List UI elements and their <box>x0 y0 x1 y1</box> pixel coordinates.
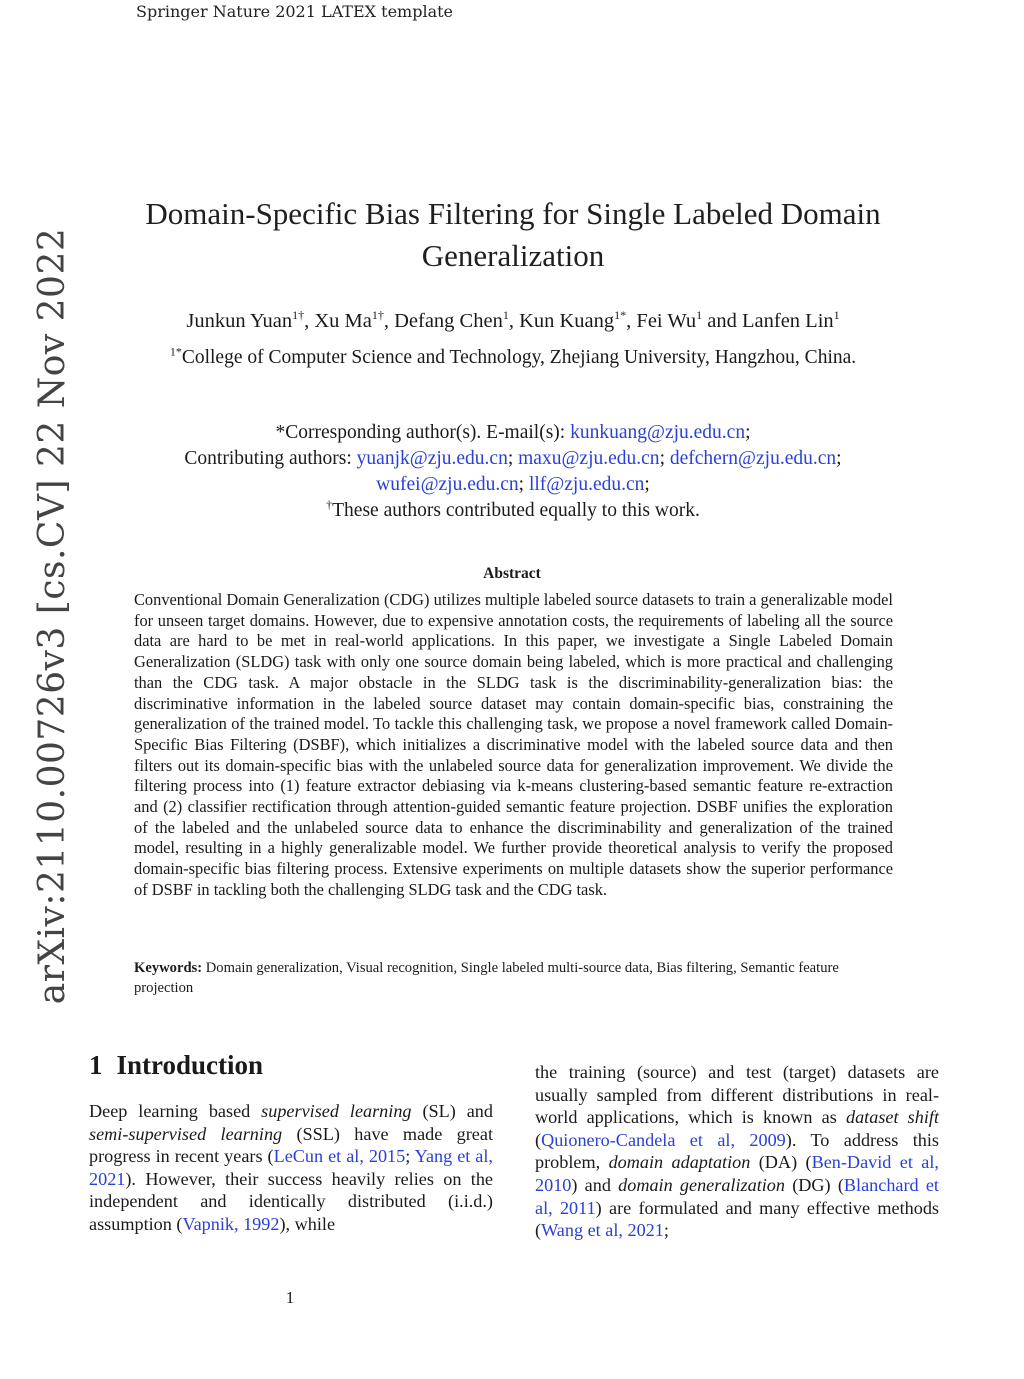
keywords-label: Keywords: <box>134 960 203 976</box>
author-name: Kun Kuang <box>519 310 615 332</box>
intro-column-right <box>535 1061 939 1242</box>
contributing-label: Contributing authors: <box>184 448 352 469</box>
citation-link[interactable]: Ben-David et al, 2010 <box>535 1152 939 1195</box>
body-text: (SSL) have made great progress in recent years ( <box>89 1123 494 1167</box>
body-text: ; <box>663 1220 669 1241</box>
page-number: 1 <box>285 1288 295 1307</box>
body-text: ; <box>405 1146 415 1167</box>
author-affiliation-mark: 1† <box>371 308 384 323</box>
equal-contribution-text: These authors contributed equally to this work. <box>332 500 700 521</box>
emphasized-term: dataset shift <box>845 1107 939 1128</box>
citation-link[interactable]: Yang et al, 2021 <box>89 1146 493 1189</box>
emphasized-term: semi-supervised learning <box>89 1123 283 1144</box>
body-text: ( <box>535 1129 542 1150</box>
email-link[interactable]: wufei@zju.edu.cn <box>376 474 519 495</box>
emphasized-term: domain generalization <box>618 1174 785 1195</box>
affiliation-text: College of Computer Science and Technology, Zhejiang University, Hangzhou, China. <box>181 347 857 368</box>
body-text: ) are formulated and many effective methods ( <box>535 1197 940 1241</box>
paper-title: Domain-Specific Bias Filtering for Single Labeled Domain Generalization <box>145 196 881 273</box>
author-affiliation-mark: 1 <box>833 308 840 323</box>
citation-link[interactable]: LeCun et al, 2015 <box>273 1146 406 1167</box>
author-name: Lanfen Lin <box>742 310 834 332</box>
author-affiliation-mark: 1 <box>696 308 703 323</box>
body-text: (DA) ( <box>750 1152 812 1173</box>
arxiv-stamp[interactable]: arXiv:2110.00726v3 [cs.CV] 22 Nov 2022 <box>32 227 73 1005</box>
email-link[interactable]: yuanjk@zju.edu.cn <box>356 448 508 469</box>
body-text: (SL) and <box>411 1101 493 1121</box>
author-name: Junkun Yuan <box>186 310 293 332</box>
email-link[interactable]: maxu@zju.edu.cn <box>518 448 660 469</box>
author-affiliation-mark: 1* <box>614 308 627 323</box>
body-text: the training (source) and test (target) datasets are usually sampled from different distributions in real-world applications, which is known as <box>535 1062 939 1128</box>
emphasized-term: supervised learning <box>261 1101 412 1121</box>
citation-link[interactable]: Quionero-Candela et al, 2009 <box>541 1129 786 1150</box>
affiliation <box>80 344 946 369</box>
abstract-body: Conventional Domain Generalization (CDG) utilizes multiple labeled source datasets to train a generalizable model for unseen target domains. However, due to expensive annotation costs, the requirements of labeling all the source data are hard to be met in real-world applications. In this paper, we investigate a Single Labeled Domain Generalization (SLDG) task with only one source domain being labeled, which is more practical and challenging than the CDG task. A major obstacle in the SLDG task is the discriminability-generalization bias: the discriminative information in the labeled source dataset may contain domain-specific bias, constraining the generalization of the trained model. To tackle this challenging task, we propose a novel framework called Domain-Specific Bias Filtering (DSBF), which initializes a discriminative model with the labeled source data and then filters out its domain-specific bias with the unlabeled source data for generalization improvement. We divide the filtering process into (1) feature extractor debiasing via k-means clustering-based semantic feature re-extraction and (2) classifier rectification through attention-guided semantic feature projection. DSBF unifies the exploration of the labeled and the unlabeled source data to enhance the discriminability and generalization of the trained model, resulting in a highly generalizable model. We further provide theoretical analysis to verify the proposed domain-specific bias filtering process. Extensive experiments on multiple datasets show the superior performance of DSBF in tackling both the challenging SLDG task and the CDG task. <box>134 590 893 899</box>
equal-contribution-note <box>80 498 946 524</box>
author-affiliation-mark: 1† <box>292 308 305 323</box>
page-header: Springer Nature 2021 LATEX template <box>136 2 453 21</box>
contributing-line: Contributing authors: yuanjk@zju.edu.cn; maxu@zju.edu.cn; defchern@zju.edu.cn; <box>184 448 842 469</box>
body-text: (DG) ( <box>785 1174 844 1195</box>
author-affiliation-mark: 1 <box>502 308 509 323</box>
author-name: Defang Chen <box>394 310 503 332</box>
email-link[interactable]: llf@zju.edu.cn <box>528 474 645 495</box>
body-text: ), while <box>279 1213 336 1234</box>
emphasized-term: domain adaptation <box>608 1152 751 1173</box>
citation-link[interactable]: Vapnik, 1992 <box>182 1213 280 1234</box>
contributing-line-2: wufei@zju.edu.cn; llf@zju.edu.cn; <box>376 474 650 495</box>
corresponding-label: *Corresponding author(s). E-mail(s): <box>275 422 566 443</box>
citation-link[interactable]: Wang et al, 2021 <box>541 1220 664 1241</box>
body-text: ). To address this problem, <box>535 1129 940 1173</box>
dagger-mark: † <box>326 497 333 512</box>
intro-column-left <box>89 1100 493 1236</box>
body-text: ) and <box>571 1174 619 1195</box>
author-list: Junkun Yuan$^{1\dagger}$, Xu $Ma^{1\dagger}$, Defang Chen$^1$, Kun Kuang$^{1*}$, Fei Wu$^1$ and Lanfen Lin$^1$ <box>186 308 840 332</box>
citation-link[interactable]: Blanchard et al, 2011 <box>535 1174 939 1218</box>
keywords <box>134 958 893 998</box>
section-title: Introduction <box>116 1050 264 1080</box>
section-heading-introduction <box>89 1050 263 1081</box>
author-name: Xu Ma <box>314 310 372 332</box>
body-text: Deep learning based <box>89 1101 262 1121</box>
contact-block <box>80 420 946 524</box>
section-number: 1 <box>89 1050 103 1080</box>
email-link[interactable]: defchern@zju.edu.cn <box>669 448 837 469</box>
affiliation-mark: 1* <box>169 344 182 359</box>
corresponding-email-link[interactable]: kunkuang@zju.edu.cn <box>570 422 746 443</box>
body-text: ). However, their success heavily relies on the independent and identically distributed (i.i.d.) assumption ( <box>89 1168 493 1234</box>
author-name: Fei Wu <box>636 310 697 332</box>
corresponding-line: *Corresponding author(s). E-mail(s): kunkuang@zju.edu.cn; <box>275 422 751 443</box>
abstract-heading: Abstract <box>483 565 541 582</box>
keywords-text: Domain generalization, Visual recognition, Single labeled multi-source data, Bias filtering, Semantic feature projection <box>134 960 839 996</box>
